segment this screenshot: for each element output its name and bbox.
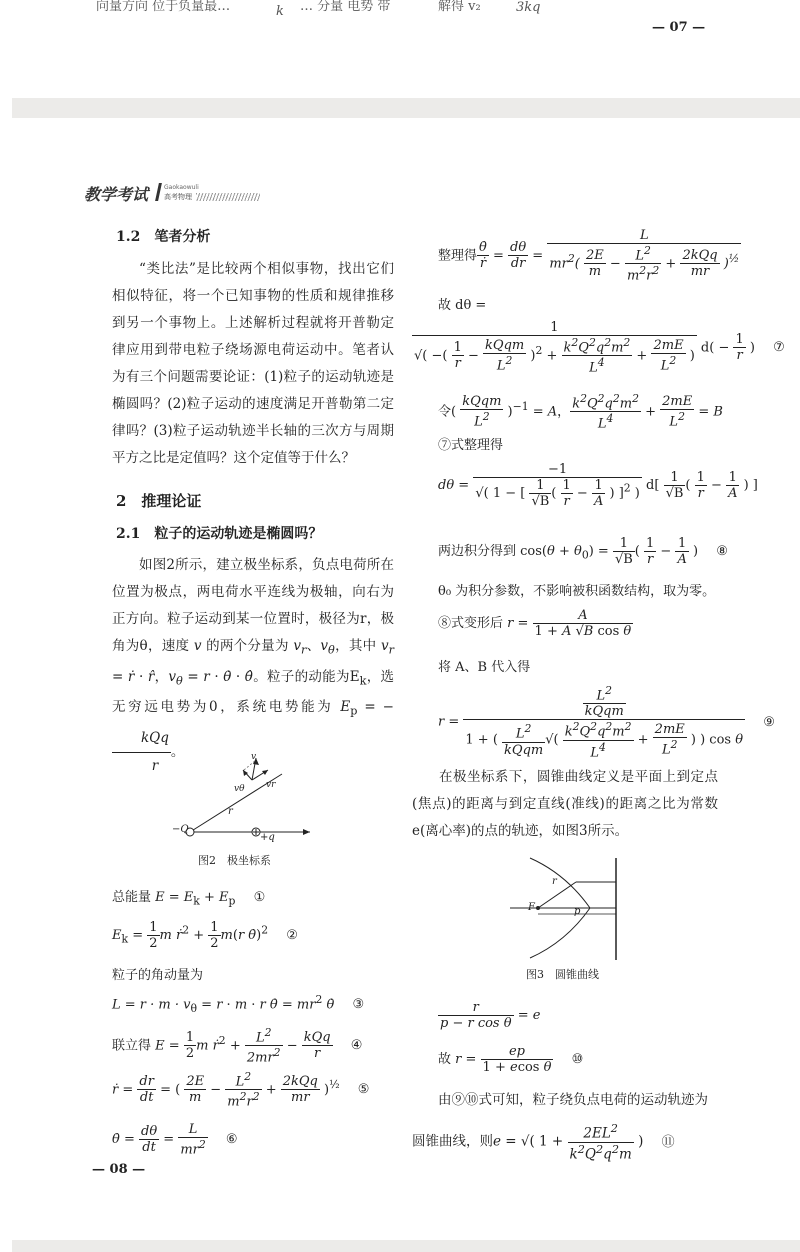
figure-2-caption: 图2 极坐标系 — [198, 854, 271, 867]
equation-3: $L = r \cdot m \cdot v_\theta = r \cdot m \cdot r$ θ̇ = $mr^2$ θ̇ ③ — [112, 993, 365, 1015]
equation-9: r = $\frac{L^2}{\text{kQqm}}$ 1 + ( $\frac{L^2}{\text{kQqm}}$ √( $\frac{k^2Q^2q^2m^2}{L^4}$ + $\frac{2mE}{L^2}$ ) ) cos θ ⑨ — [438, 684, 775, 760]
conic-definition-paragraph: 在极坐标系下，圆锥曲线定义是平面上到定点(焦点)的距离与到定直线(准线)的距离之比为常数 e(离心率)的点的轨迹，如图3所示。 — [412, 769, 718, 839]
eq-marker-6: ⑥ — [225, 1132, 238, 1148]
eq-marker-10: ⑩ — [571, 1052, 584, 1067]
eq-marker-3: ③ — [352, 997, 365, 1013]
page-gap-bottom — [12, 1240, 800, 1252]
conclusion-line-1: 由⑨⑩式可知，粒子绕负点电荷的运动轨迹为 — [438, 1092, 708, 1108]
prev-page-cut-k: k — [276, 4, 284, 19]
fig2-label-plus-q: +q — [260, 832, 275, 843]
fig3-label-p: p — [574, 906, 581, 917]
figure-2-polar-coordinates — [160, 752, 320, 852]
eq-marker-4: ④ — [350, 1038, 363, 1054]
polar-setup-paragraph: 如图2所示，建立极坐标系，负点电荷所在位置为极点，两电荷水平连线为极轴，向右为正方向。粒子运动到某一位置时，极径为r，极角为θ，速度 v 的两个分量为 $v_r$、$v_\theta$，其中 $v_r$ = ṙ · r̂，$v_\theta = r$ · θ̇ · θ̂。粒子的动能为$E_k$，选无穷远电势为0，系统电势能为 $E_p$ = − $\frac{\text{kQq}}{r}$ 。 — [112, 557, 395, 775]
equation-1: 总能量 $E = E_k + E_p$ ① — [112, 890, 266, 908]
fig2-label-minus-q: −Q — [172, 824, 189, 835]
equation-2: $E_k$ = $\frac{1}{2}$ m ṙ$^2$ + $\frac{1}{2}$ m(r θ̇)$^2$ ② — [112, 920, 298, 951]
equation-let-ab: 令( $\frac{\text{kQqm}}{L^2}$ )$^{-1}$ = A， $\frac{k^2Q^2q^2m^2}{L^4}$ + $\frac{2mE}{L^2}$ = B — [438, 392, 723, 432]
section-1-2-heading: 1.2 笔者分析 — [116, 229, 211, 245]
equation-8: 两边积分得到 $\cos(\theta + \theta_0)$ = $\frac{1}{√B}$ ( $\frac{1}{r}$ − $\frac{1}{A}$ ) ⑧ — [438, 536, 728, 567]
equation-8-transformed: ⑧式变形后 r = $\frac{A}{\text{1 + A √B cos θ}}$ — [438, 608, 632, 639]
eq-marker-9: ⑨ — [763, 714, 775, 730]
equation-organize: 整理得 $\frac{\thetȧ}{\text{ṙ}}$ = $\frac{d\theta}{dr}$ = L $mr^2$( $\frac{2E}{m}$ − $\frac{L^2}{m^2r^2}$ + $\frac{\text{2kQq}}{mr}$ )$^{\frac{1}{2}}$ — [438, 228, 740, 284]
eq-marker-7: ⑦ — [773, 340, 785, 356]
journal-sub-top: Gaokaowuli — [164, 184, 199, 191]
brand-slash — [155, 183, 162, 201]
figure-3-caption: 图3 圆锥曲线 — [526, 968, 599, 981]
equation-7: 1 √( −( $\frac{1}{r}$ − $\frac{\text{kQqm}}{L^2}$ )$^2$ + $\frac{k^2Q^2q^2m^2}{L^4}$ + $\frac{2mE}{L^2}$ ) d( − $\frac{1}{r}$ ) ⑦ — [414, 320, 785, 376]
eq-marker-8: ⑧ — [716, 544, 728, 559]
analysis-paragraph: “类比法”是比较两个相似事物，找出它们相似特征，将一个已知事物的性质和规律推移到另一个事物上。上述解析过程就将开普勒定律应用到带电粒子绕场源电荷运动中。笔者认为有三个问题需要论证：(1)粒子的运动轨迹是椭圆吗？(2)粒子运动的速度满足开普勒第二定律吗？(3)粒子运动轨迹半长轴的三次方与周期平方之比是定值吗？这个定值等于什么？ — [112, 261, 394, 466]
equation-6: θ̇ = $\frac{d\theta}{dt}$ = $\frac{L}{mr^2}$ ⑥ — [112, 1122, 238, 1158]
eq-marker-5: ⑤ — [357, 1082, 370, 1098]
prev-page-number: — 07 — — [652, 20, 706, 35]
fig3-label-r: r — [552, 876, 557, 887]
equation-11: 圆锥曲线，则e = √( 1 + $\frac{2EL^2}{k^2Q^2q^2m}$ ) ⑪ — [412, 1122, 675, 1162]
equation-dtheta-reduced: dθ = −1 √( 1 − [ $\frac{1}{√B}$ ( $\frac{1}{r}$ − $\frac{1}{A}$ ) ]$^2$ ) d[ $\frac{1}{√B}$ ( $\frac{1}{r}$ − $\frac{1}{A}$ ) ] — [438, 462, 758, 509]
eq-marker-1: ① — [253, 890, 266, 905]
section-2-1-heading: 2.1 粒子的运动轨迹是椭圆吗？ — [116, 526, 323, 542]
eq7-organize-label: ⑦式整理得 — [438, 438, 504, 453]
journal-sub-bottom: 高考物理 — [164, 193, 192, 201]
prev-page-cut-solve: 解得 v₂ — [438, 0, 481, 14]
fig2-label-v-theta: vθ — [234, 784, 245, 794]
equation-5: ṙ = $\frac{dr}{dt}$ = ( $\frac{2E}{m}$ − $\frac{L^2}{m^2r^2}$ + $\frac{\text{2kQq}}{mr}$ )$^{\frac{1}{2}}$ ⑤ — [112, 1070, 370, 1110]
substitute-ab-label: 将 A、B 代入得 — [438, 660, 531, 675]
prev-page-cut-text: 向量方向 位于负量最… — [96, 0, 231, 14]
so-dtheta-label: 故 dθ = — [438, 298, 487, 313]
fig2-label-r: r — [228, 806, 233, 817]
prev-page-cut-3kq: 3kq — [516, 0, 541, 15]
eq-marker-2: ② — [286, 928, 298, 943]
fig2-label-v: v — [251, 752, 257, 762]
equation-eccentricity-def: $\frac{r}{\text{p − r cos θ}}$ = e — [440, 1000, 541, 1031]
fig3-label-F: F — [528, 902, 535, 913]
journal-brand: 教学考试 — [84, 185, 149, 204]
angular-momentum-label: 粒子的角动量为 — [112, 968, 204, 983]
equation-10: 故 r = $\frac{ep}{\text{1 + ecos θ}}$ ⑩ — [438, 1044, 584, 1075]
eq-marker-11: ⑪ — [661, 1134, 675, 1150]
page-number-08: — 08 — — [92, 1162, 146, 1177]
page-gap-top — [12, 98, 800, 118]
section-2-heading: 2 推理论证 — [116, 492, 202, 510]
theta0-note: θ₀ 为积分参数，不影响被积函数结构，取为零。 — [438, 584, 716, 599]
equation-4: 联立得 E = $\frac{1}{2}$ m ṙ$^2$ + $\frac{L^2}{2mr^2}$ − $\frac{\text{kQq}}{r}$ ④ — [112, 1026, 363, 1066]
prev-page-cut-mid: … 分量 电势 带 — [300, 0, 391, 14]
fig2-label-v-r: vr — [266, 780, 276, 790]
header-hatch — [196, 193, 260, 201]
